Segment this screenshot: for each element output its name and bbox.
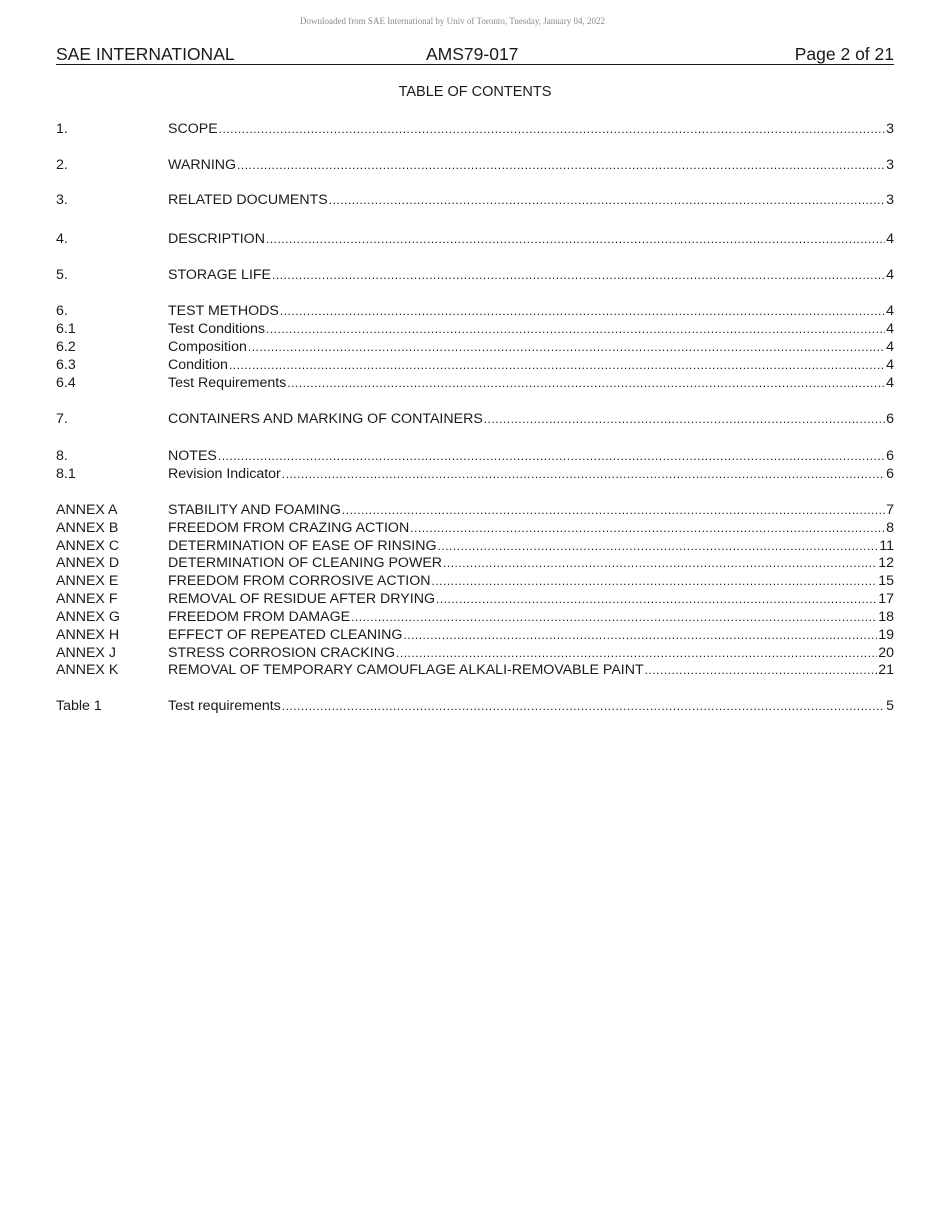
toc-dot-leader: [403, 626, 877, 644]
toc-entry-page: 19: [878, 627, 894, 643]
toc-entry-number: ANNEX F: [56, 591, 118, 607]
toc-dot-leader: [219, 120, 885, 138]
toc-dot-leader: [342, 501, 885, 519]
toc-entry-number: 8.: [56, 448, 68, 464]
toc-entry-page: 4: [886, 267, 894, 283]
toc-dot-leader: [229, 356, 885, 374]
toc-dot-leader: [410, 519, 885, 537]
toc-entry-label: TEST METHODS: [168, 303, 279, 319]
header-page-number: Page 2 of 21: [794, 44, 894, 64]
toc-entry[interactable]: [56, 266, 894, 284]
toc-entry-page: 6: [886, 411, 894, 427]
toc-dot-leader: [272, 266, 885, 284]
toc-entry-page: 4: [886, 231, 894, 247]
toc-entry[interactable]: [56, 156, 894, 174]
toc-entry-number: ANNEX J: [56, 645, 116, 661]
toc-entry-number: 6.: [56, 303, 68, 319]
toc-dot-leader: [248, 338, 885, 356]
toc-entry[interactable]: [56, 410, 894, 428]
toc-entry[interactable]: [56, 501, 894, 519]
toc-entry-page: 15: [878, 573, 894, 589]
toc-entry-label: FREEDOM FROM DAMAGE: [168, 609, 351, 625]
toc-dot-leader: [237, 156, 885, 174]
toc-dot-leader: [218, 447, 885, 465]
toc-entry-label: EFFECT OF REPEATED CLEANING: [168, 627, 403, 643]
toc-entry-page: 21: [878, 662, 894, 678]
toc-entry-page: 6: [886, 466, 894, 482]
toc-entry[interactable]: [56, 356, 894, 374]
toc-entry[interactable]: [56, 554, 894, 572]
toc-entry-page: 4: [886, 339, 894, 355]
toc-entry-label: STRESS CORROSION CRACKING: [168, 645, 396, 661]
toc-entry-label: REMOVAL OF RESIDUE AFTER DRYING: [168, 591, 435, 607]
toc-entry-page: 5: [886, 698, 894, 714]
toc-entry-number: 6.3: [56, 357, 76, 373]
toc-entry[interactable]: [56, 120, 894, 138]
toc-entry-label: DESCRIPTION: [168, 231, 265, 247]
toc-dot-leader: [282, 697, 885, 715]
toc-entry-label: Test Conditions: [168, 321, 265, 337]
toc-entry-number: 2.: [56, 157, 68, 173]
toc-dot-leader: [396, 644, 877, 662]
page-header: [56, 44, 894, 65]
download-watermark-note: Downloaded from SAE International by Univ of Toronto, Tuesday, January 04, 2022: [299, 16, 606, 26]
toc-entry-page: 12: [878, 555, 894, 571]
toc-dot-leader: [280, 302, 885, 320]
toc-entry-label: STABILITY AND FOAMING: [168, 502, 341, 518]
toc-entry-page: 4: [886, 321, 894, 337]
toc-entry-number: Table 1: [56, 698, 102, 714]
toc-entry-label: Revision Indicator: [168, 466, 281, 482]
toc-entry-number: 5.: [56, 267, 68, 283]
toc-entry[interactable]: [56, 302, 894, 320]
toc-entry-page: 20: [878, 645, 894, 661]
toc-entry[interactable]: [56, 338, 894, 356]
toc-dot-leader: [266, 230, 885, 248]
toc-dot-leader: [351, 608, 877, 626]
toc-entry-label: DETERMINATION OF CLEANING POWER: [168, 555, 443, 571]
toc-entry[interactable]: [56, 697, 894, 715]
toc-entry-number: ANNEX G: [56, 609, 120, 625]
toc-dot-leader: [438, 537, 879, 555]
toc-entry-number: ANNEX H: [56, 627, 120, 643]
toc-entry[interactable]: [56, 519, 894, 537]
toc-entry-number: ANNEX B: [56, 520, 119, 536]
toc-entry[interactable]: [56, 608, 894, 626]
toc-entry[interactable]: [56, 590, 894, 608]
header-document-id: AMS79-017: [426, 44, 519, 64]
toc-dot-leader: [443, 554, 877, 572]
toc-entry-number: 6.4: [56, 375, 76, 391]
toc-entry[interactable]: [56, 191, 894, 209]
toc-dot-leader: [484, 410, 885, 428]
toc-entry[interactable]: [56, 374, 894, 392]
toc-entry-page: 18: [878, 609, 894, 625]
toc-dot-leader: [645, 661, 878, 679]
toc-entry-number: 8.1: [56, 466, 76, 482]
toc-entry-label: REMOVAL OF TEMPORARY CAMOUFLAGE ALKALI-REMOVABLE PAINT: [168, 662, 644, 678]
toc-entry-page: 6: [886, 448, 894, 464]
toc-entry-page: 3: [886, 192, 894, 208]
toc-entry-number: 3.: [56, 192, 68, 208]
toc-dot-leader: [282, 465, 885, 483]
toc-entry-page: 17: [878, 591, 894, 607]
toc-entry[interactable]: [56, 537, 894, 555]
toc-entry-label: SCOPE: [168, 121, 218, 137]
toc-dot-leader: [287, 374, 885, 392]
toc-entry-label: Test Requirements: [168, 375, 287, 391]
toc-entry[interactable]: [56, 626, 894, 644]
toc-entry-number: ANNEX D: [56, 555, 120, 571]
toc-entry-label: FREEDOM FROM CORROSIVE ACTION: [168, 573, 431, 589]
toc-dot-leader: [266, 320, 885, 338]
toc-entry-label: NOTES: [168, 448, 217, 464]
toc-entry-label: DETERMINATION OF EASE OF RINSING: [168, 538, 437, 554]
toc-entry-number: 1.: [56, 121, 68, 137]
toc-entry-label: Condition: [168, 357, 228, 373]
toc-entry-number: 7.: [56, 411, 68, 427]
toc-entry-number: ANNEX K: [56, 662, 119, 678]
toc-title: TABLE OF CONTENTS: [398, 84, 552, 100]
toc-dot-leader: [329, 191, 885, 209]
toc-entry-label: FREEDOM FROM CRAZING ACTION: [168, 520, 410, 536]
toc-dot-leader: [436, 590, 877, 608]
toc-entry-label: Composition: [168, 339, 247, 355]
toc-entry[interactable]: [56, 447, 894, 465]
toc-entry-number: ANNEX C: [56, 538, 120, 554]
toc-entry[interactable]: [56, 644, 894, 662]
toc-entry-label: WARNING: [168, 157, 237, 173]
toc-entry-page: 11: [879, 538, 894, 554]
toc-entry-label: STORAGE LIFE: [168, 267, 272, 283]
toc-entry-number: 4.: [56, 231, 68, 247]
header-organization: SAE INTERNATIONAL: [56, 44, 235, 64]
toc-entry[interactable]: [56, 661, 894, 679]
toc-entry-page: 8: [886, 520, 894, 536]
toc-entry-label: Test requirements: [168, 698, 281, 714]
toc-entry[interactable]: [56, 320, 894, 338]
toc-entry-label: RELATED DOCUMENTS: [168, 192, 328, 208]
toc-entry-label: CONTAINERS AND MARKING OF CONTAINERS: [168, 411, 483, 427]
toc-dot-leader: [431, 572, 877, 590]
toc-entry-page: 3: [886, 157, 894, 173]
toc-entry-page: 4: [886, 375, 894, 391]
toc-entry-page: 7: [886, 502, 894, 518]
toc-entry[interactable]: [56, 572, 894, 590]
toc-entry-number: 6.2: [56, 339, 76, 355]
toc-entry-number: ANNEX E: [56, 573, 119, 589]
toc-entry-page: 4: [886, 357, 894, 373]
toc-entry[interactable]: [56, 230, 894, 248]
toc-entry-page: 4: [886, 303, 894, 319]
toc-entry[interactable]: [56, 465, 894, 483]
toc-entry-number: 6.1: [56, 321, 76, 337]
toc-entry-page: 3: [886, 121, 894, 137]
toc-entry-number: ANNEX A: [56, 502, 118, 518]
